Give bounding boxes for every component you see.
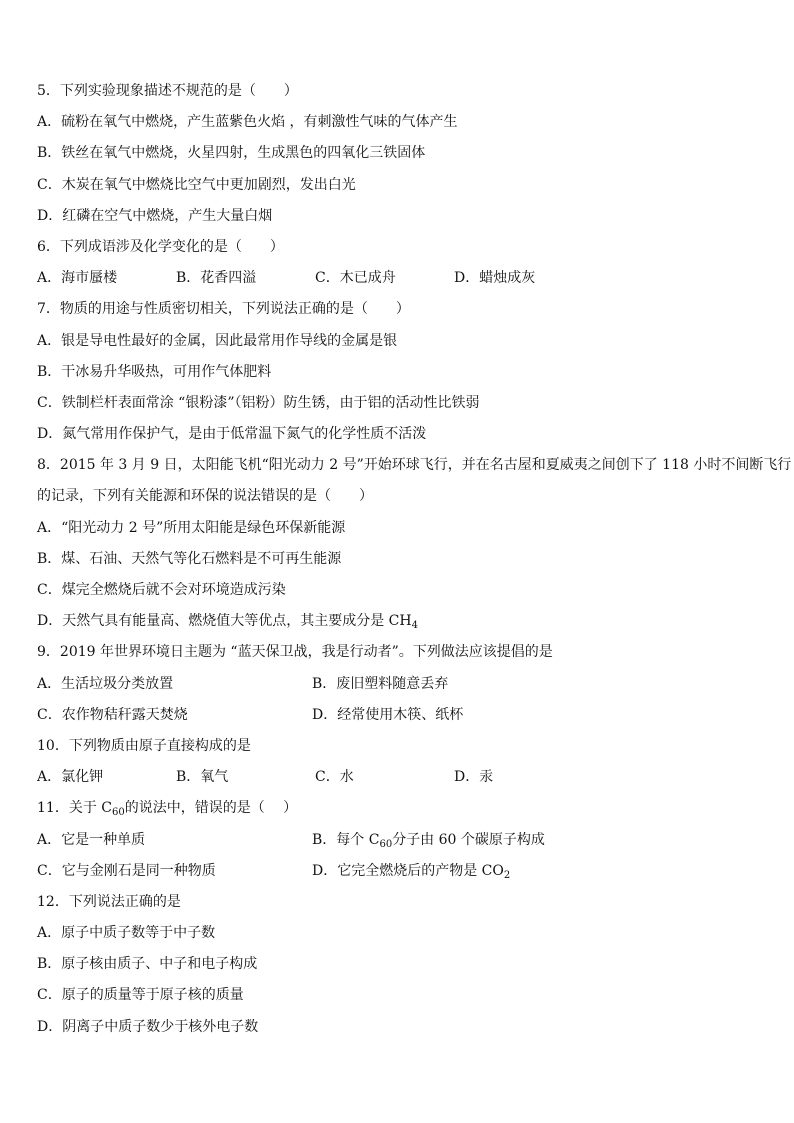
q7-stem: 7．物质的用途与性质密切相关，下列说法正确的是（ ） <box>37 301 410 318</box>
q9-option-b: B．废旧塑料随意丢弃 <box>312 675 449 692</box>
q11-options-row1 <box>37 828 767 859</box>
q11-stem-prefix: 11．关于 C <box>37 800 112 817</box>
q11-stem-subscript: 60 <box>111 807 125 819</box>
q12-option-d: D．阴离子中质子数少于核外电子数 <box>37 1018 259 1035</box>
q11-options-row2 <box>37 859 767 890</box>
q5-option-d: D．红磷在空气中燃烧，产生大量白烟 <box>37 207 273 224</box>
q12-option-a: A．原子中质子数等于中子数 <box>37 925 216 942</box>
q9-option-c: C．农作物秸秆露天焚烧 <box>37 706 188 723</box>
q6-stem: 6．下列成语涉及化学变化的是（ ） <box>37 238 284 255</box>
q11-option-b-subscript: 60 <box>379 838 393 850</box>
q10-option-b: B．氧气 <box>176 769 229 786</box>
q11-option-d <box>312 859 587 890</box>
q9-stem: 9．2019 年世界环境日主题为 “蓝天保卫战，我是行动者”。下列做法应该提倡的是 <box>37 644 553 661</box>
q11-option-c: C．它与金刚石是同一种物质 <box>37 862 216 879</box>
q7-option-c: C．铁制栏杆表面常涂 “银粉漆”（铝粉）防生锈，由于铝的活动性比铁弱 <box>37 394 480 411</box>
q7-option-a: A．银是导电性最好的金属，因此最常用作导线的金属是银 <box>37 332 398 349</box>
q10-option-d: D．汞 <box>454 769 494 786</box>
q11-stem-suffix: 的说法中，错误的是（ ） <box>124 800 298 817</box>
q11-option-a: A．它是一种单质 <box>37 831 146 848</box>
q11-stem <box>37 796 767 827</box>
q5-option-b: B．铁丝在氧气中燃烧，火星四射，生成黑色的四氧化三铁固体 <box>37 145 426 162</box>
exam-page <box>37 79 792 1046</box>
q6-option-a: A．海市蜃楼 <box>37 270 118 287</box>
q10-option-c: C．水 <box>315 769 354 786</box>
q11-option-d-prefix: D．它完全燃烧后的产物是 CO <box>312 862 504 879</box>
q12-option-c: C．原子的质量等于原子核的质量 <box>37 987 244 1004</box>
q5-stem: 5．下列实验现象描述不规范的是（ ） <box>37 83 298 99</box>
q8-option-c: C．煤完全燃烧后就不会对环境造成污染 <box>37 582 286 598</box>
q11-option-b-suffix: 分子由 60 个碳原子构成 <box>392 831 545 848</box>
q11-option-d-subscript: 2 <box>503 869 511 881</box>
q7-option-b: B．干冰易升华吸热，可用作气体肥料 <box>37 363 272 380</box>
q5-option-a: A．硫粉在氧气中燃烧，产生蓝紫色火焰 ，有刺激性气味的气体产生 <box>37 114 458 131</box>
q12-stem: 12．下列说法正确的是 <box>37 893 181 910</box>
q6-option-b: B．花香四溢 <box>176 270 257 287</box>
q8-option-d-text: D．天然气具有能量高、燃烧值大等优点，其主要成分是 CH <box>37 613 412 630</box>
q8-option-a: A．“阳光动力 2 号”所用太阳能是绿色环保新能源 <box>37 519 346 536</box>
q9-option-a: A．生活垃圾分类放置 <box>37 675 174 692</box>
q9-option-d: D．经常使用木筷、纸杯 <box>312 706 464 723</box>
q10-options <box>37 765 767 796</box>
q6-option-d: D．蜡烛成灰 <box>454 270 536 287</box>
q8-option-b: B．煤、石油、天然气等化石燃料是不可再生能源 <box>37 550 342 567</box>
q8-stem-line2: 的记录，下列有关能源和环保的说法错误的是（ ） <box>37 488 373 505</box>
q9-options-row2 <box>37 703 767 734</box>
q8-option-d-subscript: 4 <box>411 620 418 632</box>
q8-stem-line1: 8．2015 年 3 月 9 日，太阳能飞机“阳光动力 2 号”开始环球飞行，并在名古屋和夏威夷之间创下了 118 小时不间断飞行 <box>37 457 792 474</box>
q10-option-a: A．氯化钾 <box>37 769 104 786</box>
q6-options <box>37 266 767 297</box>
q9-options-row1 <box>37 672 767 703</box>
q7-option-d: D．氮气常用作保护气，是由于低常温下氮气的化学性质不活泼 <box>37 426 427 443</box>
q5-option-c: C．木炭在氧气中燃烧比空气中更加剧烈，发出白光 <box>37 176 356 193</box>
q8-option-d <box>37 609 767 640</box>
q6-option-c: C．木已成舟 <box>315 270 396 287</box>
q10-stem: 10．下列物质由原子直接构成的是 <box>37 737 251 754</box>
q11-option-b-prefix: B．每个 C <box>312 831 380 848</box>
q11-option-b <box>312 828 587 859</box>
q12-option-b: B．原子核由质子、中子和电子构成 <box>37 956 258 973</box>
